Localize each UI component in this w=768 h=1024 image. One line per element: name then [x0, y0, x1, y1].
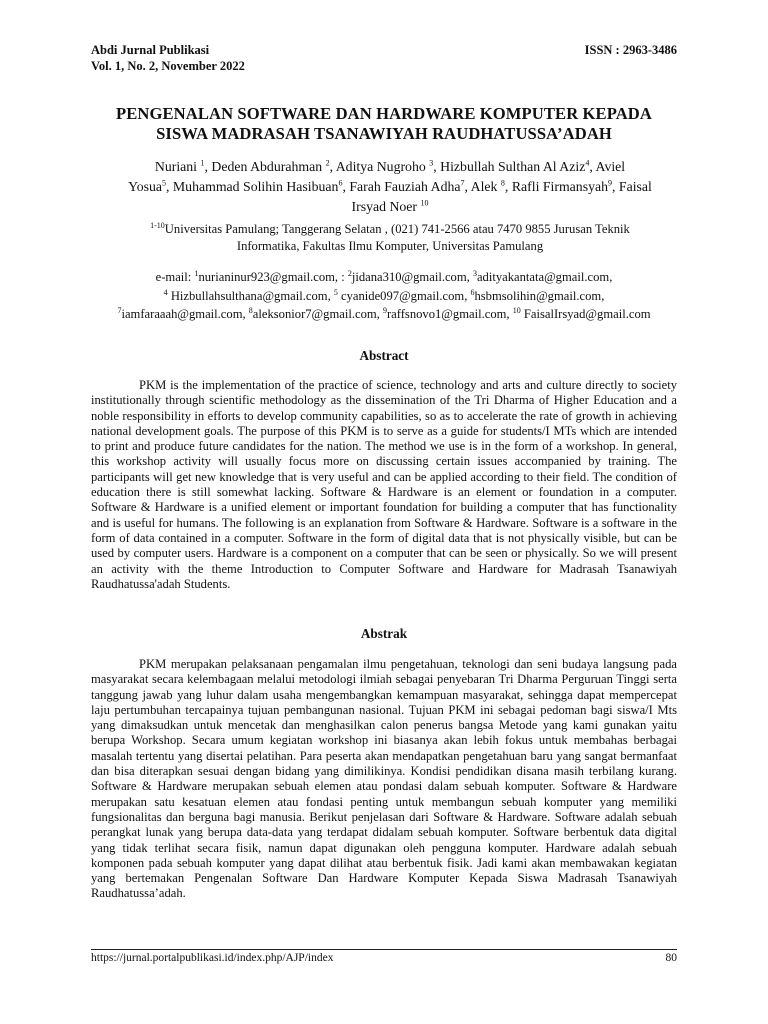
email-address[interactable]: raffsnovo1@gmail.com: [386, 307, 507, 321]
author-name: Hizbullah Sulthan Al Aziz: [440, 159, 586, 174]
author-list: [88, 157, 692, 217]
journal-name: Abdi Jurnal Publikasi: [91, 43, 210, 57]
affiliation: $^{1-10}$Universitas Pamulang; Tanggerang Selatan , (021) 741-2566 atau 7470 9855 Jurusan Teknik Informatika, Fakultas Ilmu Komputer, Universitas Pamulang: [120, 221, 660, 255]
email-address[interactable]: aleksonior7@gmail.com: [252, 307, 377, 321]
email-address[interactable]: iamfaraaah@gmail.com: [121, 307, 243, 321]
abstrak-body: [91, 657, 677, 902]
abstrak-heading: Abstrak: [360, 626, 408, 641]
author-line-2: Yosua$^5$, Muhammad Solihin Hasibuan$^6$, Farah Fauziah Adha$^7$, Alek $^8$, Rafli Firmansyah$^9$, Faisal: [128, 178, 652, 194]
abstract-body: [91, 378, 677, 592]
affiliation-line-2: Informatika, Fakultas Ilmu Komputer, Universitas Pamulang: [236, 239, 544, 253]
abstract-heading: Abstract: [359, 348, 409, 363]
email-address[interactable]: hsbmsolihin@gmail.com: [474, 288, 602, 303]
author-name-part: Aviel: [595, 159, 626, 174]
author-name-part: Yosua: [128, 179, 162, 194]
email-address[interactable]: FaisalIrsyad@gmail.com: [523, 307, 651, 321]
author-name: Aditya Nugroho: [335, 159, 426, 174]
affiliation-line-1: Universitas Pamulang; Tanggerang Selatan , (021) 741-2566 atau 7470 9855 Jurusan Teknik: [164, 222, 630, 236]
abstrak-text: PKM merupakan pelaksanaan pengamalan ilmu pengetahuan, teknologi dan seni budaya langsung pada masyarakat secara kelembagaan melalui metodologi ilmiah sebagai penyebaran Tri Dharma Perguruan Tinggi serta tanggung jawab yang luhur dalam usaha mengembangkan kemampuan masyarakat, sehingga dapat mempercepat laju pertumbuhan tercapainya tujuan pembangunan nasional. Tujuan PKM ini sebagai pedoman bagi siswa/I Mts yang dimaksudkan untuk mencetak dan menghasilkan calon penerus bangsa Metode yang kami gunakan yaitu berupa Workshop. Secara umum kegiatan workshop ini biasanya akan lebih fokus untuk membahas berbagai masalah tertentu yang disertai pelatihan. Para peserta akan mendapatkan pengetahuan baru yang sangat bermanfaat dan bisa diterapkan sesuai dengan bidang yang dimilikinya. Kondisi pendidikan disana masih terbilang kurang. Software & Hardware merupakan sebuah elemen atau pondasi dalam sebuah komputer. Software & Hardware merupakan satu kesatuan elemen atau fondasi penting untuk membangun sebuah komputer yang memiliki fungsionalitas dan berguna bagi manusia. Berikut penjelasan dari Software & Hardware. Software adalah sebuah perangkat lunak yang berupa data-data yang terdapat didalam sebuah komputer. Software berbentuk data digital yang tidak terlihat secara fisik, namun dapat digunakan oleh pengguna komputer. Hardware adalah sebuah komponen pada sebuah komputer yang dapat dilihat atau berbentuk fisik. Jadi kami akan membawakan kegiatan yang bertemakan Pengenalan Software Dan Hardware Komputer Kepada Siswa Madrasah Tsanawiyah Raudhatussa’adah.: [91, 657, 677, 901]
author-line-3: Irsyad Noer $^{10}$: [351, 198, 429, 214]
author-name-part: Irsyad Noer: [351, 199, 418, 214]
email-list: e-mail: $^1$nurianinur923@gmail.com, : $^2$jidana310@gmail.com, $^3$adityakantata@gmail.com, $^4$ Hizbullahsulthana@gmail.com, $^5$ cyanide097@gmail.com, $^6$hsbmsolihin@gmail.com, $^7$iamfaraaah@gmail.com, $^8$aleksonior7@gmail.com, $^9$raffsnovo1@gmail.com, $^{10}$ FaisalIrsyad@gmail.com: [117, 268, 651, 321]
author-name: Alek: [470, 179, 498, 194]
email-address[interactable]: Hizbullahsulthana@gmail.com: [170, 288, 328, 303]
email-address[interactable]: adityakantata@gmail.com: [476, 270, 610, 284]
author-name-part: Faisal: [618, 179, 652, 194]
journal-volume: Vol. 1, No. 2, November 2022: [91, 59, 245, 73]
page-number: 80: [665, 952, 677, 964]
email-address[interactable]: jidana310@gmail.com: [351, 270, 467, 284]
author-name: Deden Abdurahman: [211, 159, 323, 174]
journal-issn: ISSN : 2963-3486: [584, 43, 677, 57]
paper-title-line-2: SISWA MADRASAH TSANAWIYAH RAUDHATUSSA’ADAH: [156, 124, 612, 143]
author-line-1: Nuriani $^1$, Deden Abdurahman $^2$, Aditya Nugroho $^3$, Hizbullah Sulthan Al Aziz$^4$, Aviel: [154, 158, 626, 174]
author-name: Rafli Firmansyah: [511, 179, 608, 194]
abstract-text: PKM is the implementation of the practice of science, technology and arts and culture directly to society institutionally through scientific methodology as the dissemination of the Tri Dharma of Higher Education and a noble responsibility in efforts to develop community capabilities, so as to accelerate the rate of growth in achieving national development goals. The purpose of this PKM is to serve as a guide for students/I MTs which are intended to print and produce future candidates for the nation. The method we use is in the form of a workshop. In general, this workshop activity will usually focus more on discussing certain issues accompanied by training. The participants will get new knowledge that is very useful and can be applied according to their field. The condition of education there is still somewhat lacking. Software & Hardware is an element or foundation in a computer. Software & Hardware is a unified element or important foundation for building a computer that has functionality and is useful for humans. The following is an explanation from Software & Hardware. Software is a software in the form of data contained in a computer. Software in the form of digital data that is not physically visible, but can be used by computer users. Hardware is a component on a computer that can be seen or physically. So we will present an activity with the theme Introduction to Computer Software and Hardware for Madrasah Tsanawiyah Raudhatussa'adah Students.: [91, 378, 677, 591]
author-name: Farah Fauziah Adha: [349, 179, 461, 194]
email-address[interactable]: cyanide097@gmail.com: [341, 288, 465, 303]
paper-title: [70, 104, 698, 144]
paper-title-line-1: PENGENALAN SOFTWARE DAN HARDWARE KOMPUTER KEPADA: [116, 104, 652, 123]
author-name: Muhammad Solihin Hasibuan: [172, 179, 339, 194]
journal-header: [91, 42, 245, 74]
footer-url[interactable]: https://jurnal.portalpublikasi.id/index.php/AJP/index: [91, 952, 334, 964]
author-name: Nuriani: [154, 159, 198, 174]
footer-divider: [91, 949, 677, 950]
email-address[interactable]: nurianinur923@gmail.com: [198, 270, 335, 284]
